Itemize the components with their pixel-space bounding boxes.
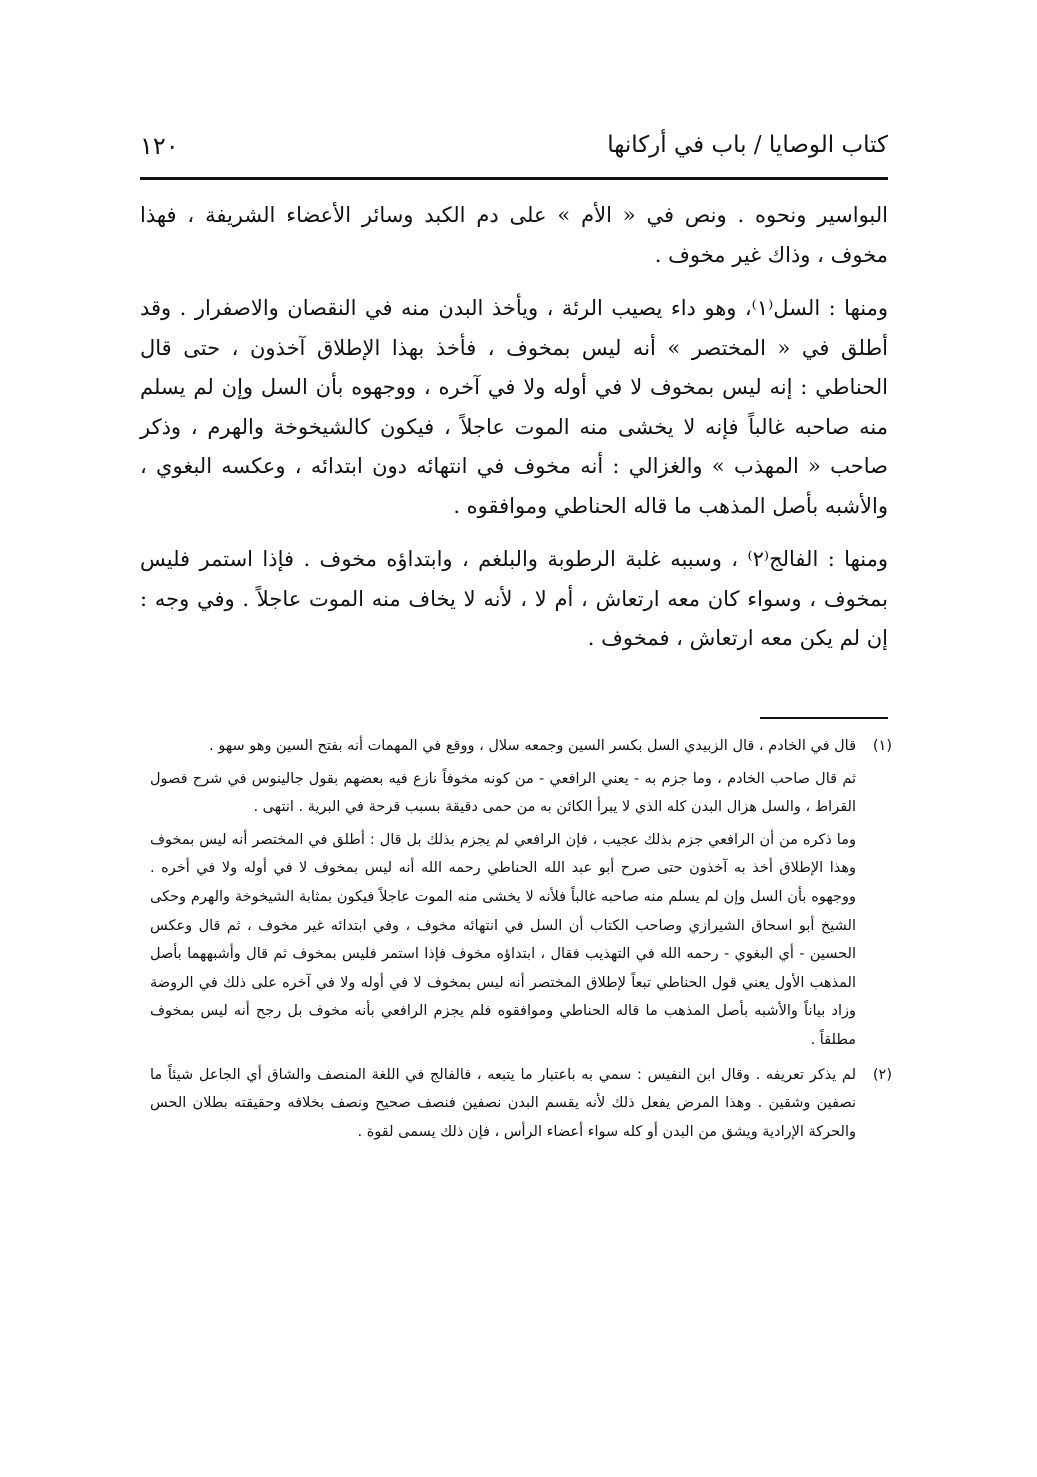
footnote-divider <box>760 717 888 719</box>
running-title: كتاب الوصايا / باب في أركانها <box>607 132 888 158</box>
footnote-1 <box>150 732 892 1055</box>
footnotes <box>150 732 892 1146</box>
body-paragraph: البواسير ونحوه . ونص في « الأم » على دم الكبد وسائر الأعضاء الشريفة ، فهذا مخوف ، وذاك غير مخوف . <box>140 203 888 267</box>
main-text <box>140 196 888 659</box>
footnote-paragraph: وما ذكره من أن الرافعي جزم بذلك عجيب ، فإن الرافعي لم يجزم بذلك بل قال : أطلق في المختصر أنه ليس بمخوف وهذا الإطلاق أخذ به آخذون حتى صرح أبو عبد الله الحناطي رحمه الله أنه ليس بمخوف لا في أوله ولا في أخره . ووجهوه بأن السل وإن لم يسلم منه صاحبه غالباً فلأنه لا يخشى منه الموت عاجلاً فيكون بمثابة الشيخوخة والهرم وحكى الشيخ أبو اسحاق الشيرازي وصاحب الكتاب أن السل في انتهائه مخوف ، وفي ابتدائه غير مخوف ، ثم قال وعكس الحسين - أي البغوي - رحمه الله في التهذيب فقال ، ابتداؤه مخوف فإذا استمر فليس بمخوف ثم قال وأشبههما بأصل المذهب الأول يعني قول الحناطي تبعاً لإطلاق المختصر أنه ليس بمخوف لا في أوله ولا في آخره على ذلك في الروضة وزاد بياناً والأشبه بأصل المذهب ما قاله الحناطي وموافقوه فلم يجزم الرافعي بأنه مخوف بل رجح أنه ليس بمخوف مطلقاً . <box>150 831 856 1048</box>
body-paragraph: ومنها : الفالج⁽٢⁾ ، وسببه غلبة الرطوبة والبلغم ، وابتداؤه مخوف . فإذا استمر فليس بمخوف ، وسواء كان معه ارتعاش ، أم لا ، لأنه لا يخاف منه الموت عاجلاً . وفي وجه : إن لم يكن معه ارتعاش ، فمخوف . <box>140 547 888 650</box>
page-header <box>140 128 888 170</box>
footnote-number: (١) <box>872 738 892 754</box>
footnote-number: (٢) <box>872 1066 892 1083</box>
footnote-paragraph: ثم قال صاحب الخادم ، وما جزم به - يعني الرافعي - من كونه مخوفاً نازع فيه بعضهم بقول جالينوس في شرح فصول القراط ، والسل هزال البدن كله الذي لا يبرأ الكائن به من حمى دقيقة بسبب قرحة في البرية . انتهى . <box>150 770 856 816</box>
header-divider <box>140 177 888 180</box>
body-paragraph: ومنها : السل⁽١⁾، وهو داء يصيب الرئة ، ويأخذ البدن منه في النقصان والاصفرار . وقد أطلق في « المختصر » أنه ليس بمخوف ، فأخذ بهذا الإطلاق آخذون ، حتى قال الحناطي : إنه ليس بمخوف لا في أوله ولا في آخره ، ووجهوه بأن السل وإن لم يسلم منه صاحبه غالباً فإنه لا يخشى منه الموت عاجلاً ، فيكون كالشيخوخة والهرم ، وذكر صاحب « المهذب » والغزالي : أنه مخوف في انتهائه دون ابتدائه ، وعكسه البغوي ، والأشبه بأصل المذهب ما قاله الحناطي وموافقوه . <box>140 296 888 518</box>
page-number: ١٢٠ <box>140 132 179 160</box>
footnote-paragraph: قال في الخادم ، قال الزبيدي السل بكسر السين وجمعه سلال ، ووقع في المهمات أنه بفتح السين وهو سهو . <box>209 738 856 754</box>
footnote-2 <box>150 1061 892 1147</box>
footnote-paragraph: لم يذكر تعريفه . وقال ابن النفيس : سمي به باعتبار ما يتبعه ، فالفالج في اللغة المنصف والشاق أي الجاعل شيئاً ما نصفين وشقين . وهذا المرض يفعل ذلك لأنه يقسم البدن نصفين فنصف صحيح ونصف بخلافه وحقيقته بطلان الحس والحركة الإرادية ويشق من البدن أو كله سواء أعضاء الرأس ، فإن ذلك يسمى لقوة . <box>150 1066 856 1140</box>
